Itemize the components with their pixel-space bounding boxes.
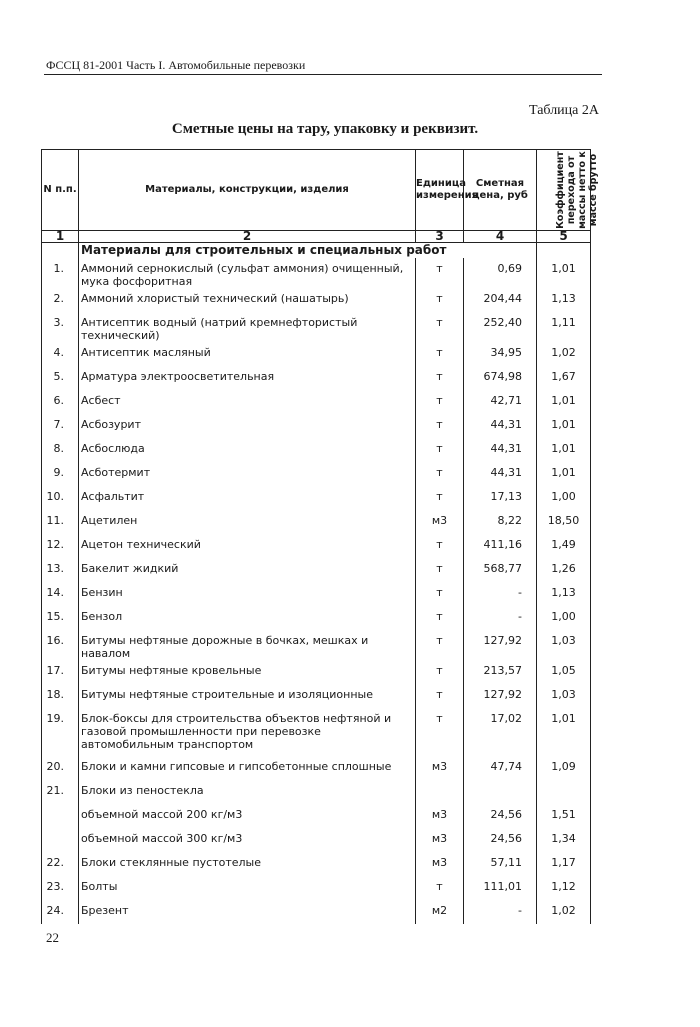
table-row bbox=[42, 756, 591, 780]
table-row bbox=[42, 900, 591, 924]
row-number: 20. bbox=[42, 756, 79, 780]
row-unit: т bbox=[416, 288, 464, 312]
row-unit: т bbox=[416, 258, 464, 288]
table-row bbox=[42, 534, 591, 558]
row-coef: 1,00 bbox=[537, 606, 591, 630]
row-number: 15. bbox=[42, 606, 79, 630]
section-row bbox=[42, 243, 591, 259]
row-unit: м3 bbox=[416, 510, 464, 534]
table-row bbox=[42, 510, 591, 534]
table-row bbox=[42, 630, 591, 660]
row-name: Ацетон технический bbox=[79, 534, 416, 558]
row-price: - bbox=[464, 582, 537, 606]
row-unit: т bbox=[416, 558, 464, 582]
row-price: 24,56 bbox=[464, 804, 537, 828]
row-price: 127,92 bbox=[464, 630, 537, 660]
table-row bbox=[42, 486, 591, 510]
row-number bbox=[42, 828, 79, 852]
row-coef: 1,12 bbox=[537, 876, 591, 900]
row-price: 44,31 bbox=[464, 462, 537, 486]
row-price: 674,98 bbox=[464, 366, 537, 390]
row-number: 21. bbox=[42, 780, 79, 804]
row-name: Асбослюда bbox=[79, 438, 416, 462]
row-unit: т bbox=[416, 606, 464, 630]
col-number-3: 3 bbox=[416, 231, 464, 243]
row-number: 6. bbox=[42, 390, 79, 414]
row-unit: т bbox=[416, 660, 464, 684]
row-number: 17. bbox=[42, 660, 79, 684]
header-coef-text: Коэффициент перехода от массы нетто к массе брутто bbox=[555, 150, 599, 229]
table-row bbox=[42, 804, 591, 828]
table-row bbox=[42, 288, 591, 312]
row-name: Бензол bbox=[79, 606, 416, 630]
row-number: 9. bbox=[42, 462, 79, 486]
table-row bbox=[42, 462, 591, 486]
row-coef: 1,34 bbox=[537, 828, 591, 852]
row-name: Битумы нефтяные дорожные в бочках, мешках и навалом bbox=[79, 630, 416, 660]
row-name: Блоки стеклянные пустотелые bbox=[79, 852, 416, 876]
row-number: 4. bbox=[42, 342, 79, 366]
row-price: 252,40 bbox=[464, 312, 537, 342]
row-name: Болты bbox=[79, 876, 416, 900]
header-price: Сметная цена, руб bbox=[464, 150, 537, 231]
table-row bbox=[42, 876, 591, 900]
row-number: 18. bbox=[42, 684, 79, 708]
row-unit: т bbox=[416, 390, 464, 414]
row-price bbox=[464, 780, 537, 804]
table-row bbox=[42, 828, 591, 852]
table-row bbox=[42, 606, 591, 630]
row-number: 1. bbox=[42, 258, 79, 288]
row-number: 3. bbox=[42, 312, 79, 342]
row-price: 17,02 bbox=[464, 708, 537, 756]
row-number: 5. bbox=[42, 366, 79, 390]
row-coef: 1,00 bbox=[537, 486, 591, 510]
row-number: 19. bbox=[42, 708, 79, 756]
table-row bbox=[42, 852, 591, 876]
row-name: Битумы нефтяные кровельные bbox=[79, 660, 416, 684]
col-number-5: 5 bbox=[537, 231, 591, 243]
column-number-row bbox=[42, 231, 591, 243]
price-table bbox=[41, 149, 599, 924]
row-number: 22. bbox=[42, 852, 79, 876]
row-unit: т bbox=[416, 366, 464, 390]
row-name: Арматура электроосветительная bbox=[79, 366, 416, 390]
row-price: 411,16 bbox=[464, 534, 537, 558]
row-number: 23. bbox=[42, 876, 79, 900]
row-unit: т bbox=[416, 462, 464, 486]
table-row bbox=[42, 312, 591, 342]
page-number: 22 bbox=[46, 930, 59, 945]
row-price: 0,69 bbox=[464, 258, 537, 288]
table-title: Сметные цены на тару, упаковку и реквизит. bbox=[171, 121, 479, 137]
row-unit: т bbox=[416, 582, 464, 606]
row-unit: т bbox=[416, 534, 464, 558]
row-number: 12. bbox=[42, 534, 79, 558]
row-unit: м2 bbox=[416, 900, 464, 924]
row-coef: 18,50 bbox=[537, 510, 591, 534]
row-coef: 1,13 bbox=[537, 582, 591, 606]
row-number: 16. bbox=[42, 630, 79, 660]
row-name: объемной массой 300 кг/м3 bbox=[79, 828, 416, 852]
row-price: 44,31 bbox=[464, 414, 537, 438]
row-coef: 1,01 bbox=[537, 414, 591, 438]
table-row bbox=[42, 582, 591, 606]
row-name: Аммоний хлористый технический (нашатырь) bbox=[79, 288, 416, 312]
row-unit bbox=[416, 780, 464, 804]
row-name: Асфальтит bbox=[79, 486, 416, 510]
table-header-row bbox=[42, 150, 591, 231]
running-header: ФССЦ 81-2001 Часть I. Автомобильные перевозки bbox=[46, 58, 306, 72]
row-name: Блок-боксы для строительства объектов нефтяной и газовой промышленности при перевозке автомобильным транспортом bbox=[79, 708, 416, 756]
table-row bbox=[42, 780, 591, 804]
row-unit: м3 bbox=[416, 828, 464, 852]
col-number-1: 1 bbox=[42, 231, 79, 243]
row-coef: 1,03 bbox=[537, 684, 591, 708]
row-price: - bbox=[464, 606, 537, 630]
row-unit: т bbox=[416, 438, 464, 462]
row-number: 2. bbox=[42, 288, 79, 312]
row-unit: т bbox=[416, 876, 464, 900]
row-unit: т bbox=[416, 486, 464, 510]
row-coef: 1,01 bbox=[537, 708, 591, 756]
row-name: Блоки из пеностекла bbox=[79, 780, 416, 804]
row-name: Антисептик масляный bbox=[79, 342, 416, 366]
row-coef: 1,13 bbox=[537, 288, 591, 312]
row-unit: т bbox=[416, 684, 464, 708]
header-num: N п.п. bbox=[42, 150, 79, 231]
row-price: 17,13 bbox=[464, 486, 537, 510]
row-unit: т bbox=[416, 708, 464, 756]
row-price: 44,31 bbox=[464, 438, 537, 462]
row-unit: т bbox=[416, 312, 464, 342]
header-name: Материалы, конструкции, изделия bbox=[79, 150, 416, 231]
section-title: Материалы для строительных и специальных работ bbox=[79, 243, 464, 259]
row-price: 568,77 bbox=[464, 558, 537, 582]
row-coef: 1,26 bbox=[537, 558, 591, 582]
row-number: 24. bbox=[42, 900, 79, 924]
row-coef: 1,49 bbox=[537, 534, 591, 558]
row-price: 127,92 bbox=[464, 684, 537, 708]
row-unit: т bbox=[416, 414, 464, 438]
table-row bbox=[42, 660, 591, 684]
row-price: 47,74 bbox=[464, 756, 537, 780]
table-row bbox=[42, 558, 591, 582]
row-unit: т bbox=[416, 342, 464, 366]
row-number: 10. bbox=[42, 486, 79, 510]
row-coef: 1,11 bbox=[537, 312, 591, 342]
row-coef: 1,02 bbox=[537, 342, 591, 366]
row-price: 57,11 bbox=[464, 852, 537, 876]
row-unit: м3 bbox=[416, 852, 464, 876]
table-row bbox=[42, 390, 591, 414]
col-number-2: 2 bbox=[79, 231, 416, 243]
row-number: 11. bbox=[42, 510, 79, 534]
row-coef: 1,17 bbox=[537, 852, 591, 876]
row-unit: т bbox=[416, 630, 464, 660]
row-coef: 1,01 bbox=[537, 390, 591, 414]
header-coef bbox=[537, 150, 599, 231]
row-coef: 1,02 bbox=[537, 900, 591, 924]
col-number-4: 4 bbox=[464, 231, 537, 243]
header-unit: Единица измерения bbox=[416, 150, 464, 231]
table-row bbox=[42, 708, 591, 756]
table-row bbox=[42, 258, 591, 288]
row-name: Асбест bbox=[79, 390, 416, 414]
row-coef: 1,01 bbox=[537, 438, 591, 462]
row-name: Антисептик водный (натрий кремнефтористый технический) bbox=[79, 312, 416, 342]
row-coef: 1,09 bbox=[537, 756, 591, 780]
table-row bbox=[42, 684, 591, 708]
table-row bbox=[42, 366, 591, 390]
row-name: Бакелит жидкий bbox=[79, 558, 416, 582]
row-price: - bbox=[464, 900, 537, 924]
row-name: Асботермит bbox=[79, 462, 416, 486]
table-label: Таблица 2А bbox=[529, 103, 599, 118]
row-unit: м3 bbox=[416, 804, 464, 828]
row-name: Асбозурит bbox=[79, 414, 416, 438]
row-name: объемной массой 200 кг/м3 bbox=[79, 804, 416, 828]
row-coef: 1,67 bbox=[537, 366, 591, 390]
table-row bbox=[42, 342, 591, 366]
row-price: 24,56 bbox=[464, 828, 537, 852]
row-name: Брезент bbox=[79, 900, 416, 924]
row-coef: 1,05 bbox=[537, 660, 591, 684]
row-number bbox=[42, 804, 79, 828]
row-name: Аммоний сернокислый (сульфат аммония) очищенный, мука фосфоритная bbox=[79, 258, 416, 288]
row-number: 8. bbox=[42, 438, 79, 462]
row-price: 8,22 bbox=[464, 510, 537, 534]
header-rule bbox=[44, 74, 602, 75]
row-number: 13. bbox=[42, 558, 79, 582]
table-row bbox=[42, 414, 591, 438]
row-coef: 1,03 bbox=[537, 630, 591, 660]
row-price: 213,57 bbox=[464, 660, 537, 684]
row-coef: 1,01 bbox=[537, 258, 591, 288]
row-name: Битумы нефтяные строительные и изоляционные bbox=[79, 684, 416, 708]
row-number: 14. bbox=[42, 582, 79, 606]
row-number: 7. bbox=[42, 414, 79, 438]
row-coef bbox=[537, 780, 591, 804]
row-name: Бензин bbox=[79, 582, 416, 606]
row-unit: м3 bbox=[416, 756, 464, 780]
row-price: 34,95 bbox=[464, 342, 537, 366]
row-price: 111,01 bbox=[464, 876, 537, 900]
row-name: Ацетилен bbox=[79, 510, 416, 534]
row-price: 204,44 bbox=[464, 288, 537, 312]
table-row bbox=[42, 438, 591, 462]
row-name: Блоки и камни гипсовые и гипсобетонные сплошные bbox=[79, 756, 416, 780]
row-price: 42,71 bbox=[464, 390, 537, 414]
row-coef: 1,01 bbox=[537, 462, 591, 486]
row-coef: 1,51 bbox=[537, 804, 591, 828]
